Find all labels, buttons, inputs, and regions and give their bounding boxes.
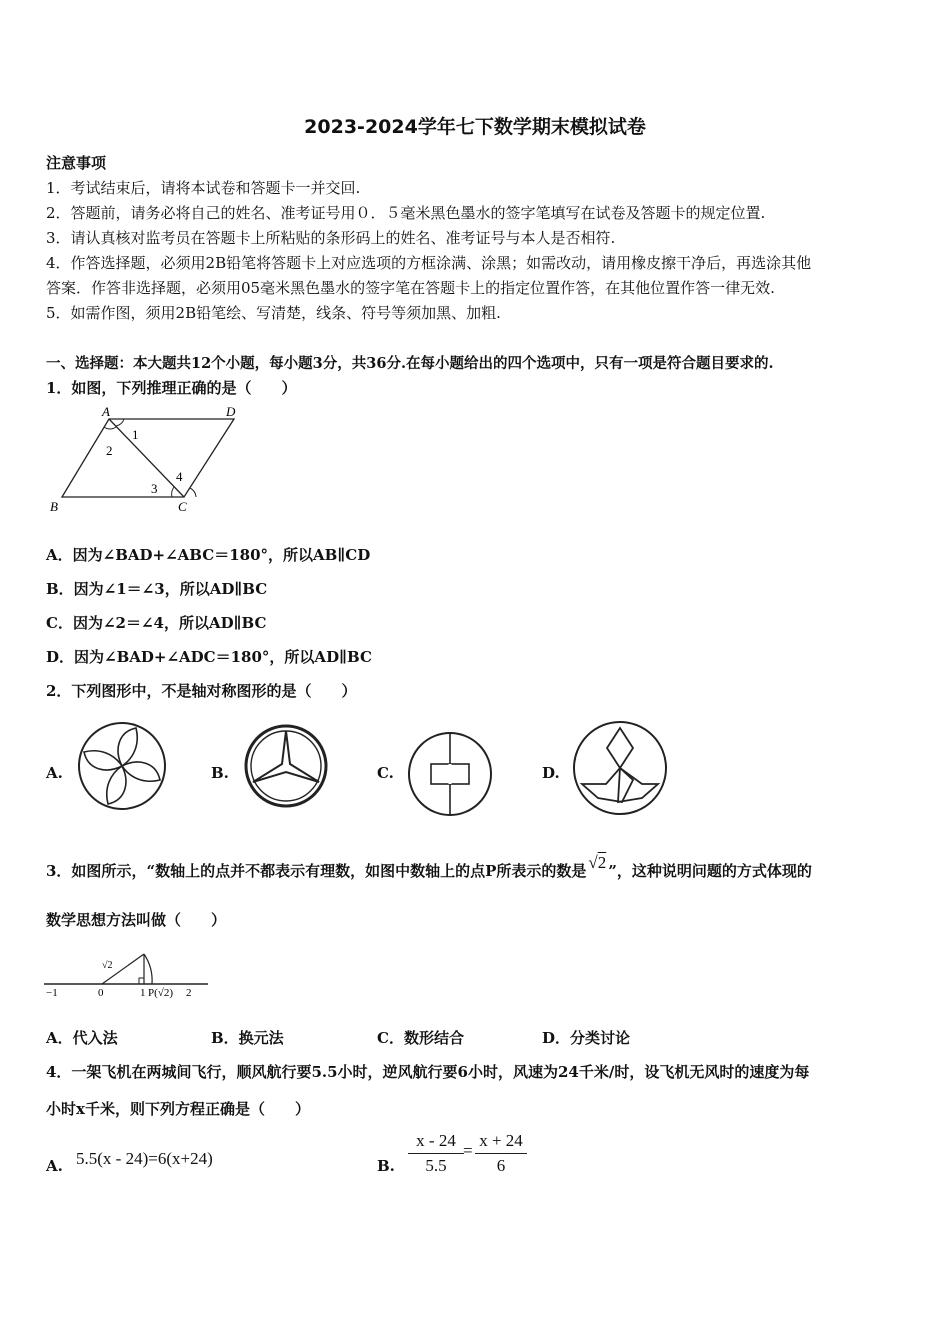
tick-label-minus1: −1 [46, 987, 58, 999]
label-2: 2 [106, 443, 113, 458]
tick-label-0: 0 [98, 987, 104, 999]
notice-item: 答案．作答非选择题，必须用05毫米黑色墨水的签字笔在答题卡上的指定位置作答，在其他位置作答一律无效. [46, 279, 775, 297]
q1-option-d: D．因为∠BAD+∠ADC＝180°，所以AD∥BC [46, 648, 372, 666]
q2-option-c-label: C. [377, 764, 394, 782]
notice-item: 5．如需作图，须用2B铅笔绘、写清楚，线条、符号等须加黑、加粗. [46, 304, 501, 322]
q2-stem: 2．下列图形中，不是轴对称图形的是（ ） [46, 682, 357, 700]
pinwheel-icon [74, 720, 174, 812]
q3-stem-line1 [46, 853, 812, 881]
notice-item: 4．作答选择题，必须用2B铅笔将答题卡上对应选项的方框涂满、涂黑；如需改动，请用橡皮擦干净后，再选涂其他 [46, 254, 812, 272]
q4-stem-line1: 4．一架飞机在两城间飞行，顺风航行要5.5小时，逆风航行要6小时，风速为24千米/时，设飞机无风时的速度为每 [46, 1063, 810, 1081]
fraction-left-denominator: 5.5 [425, 1156, 447, 1175]
label-b: B [50, 499, 58, 514]
notice-item: 1．考试结束后，请将本试卷和答题卡一并交回. [46, 179, 361, 197]
three-diamond-icon [570, 720, 670, 816]
sqrt-value: 2 [597, 853, 607, 872]
fraction-equals: = [463, 1141, 473, 1160]
label-a: A [102, 405, 110, 419]
q1-parallelogram-figure [44, 405, 244, 515]
q3-stem-part2: ”，这种说明问题的方式体现的 [608, 862, 812, 880]
q4-option-a-label: A. [46, 1157, 63, 1175]
label-d: D [226, 405, 236, 419]
sqrt-expression: √2 [588, 853, 607, 872]
tick-label-2: 2 [186, 987, 192, 999]
notice-item: 2．答题前，请务必将自己的姓名、准考证号用０．５毫米黑色墨水的签字笔填写在试卷及答题卡的规定位置. [46, 204, 766, 222]
fraction-right-denominator: 6 [496, 1156, 506, 1175]
label-c: C [178, 499, 187, 514]
fraction-left [408, 1131, 464, 1176]
q2-option-b-label: B. [211, 764, 229, 782]
label-4: 4 [176, 469, 183, 484]
q1-stem: 1．如图，下列推理正确的是（ ） [46, 379, 297, 397]
q1-option-a: A．因为∠BAD+∠ABC＝180°，所以AB∥CD [46, 546, 371, 564]
hypotenuse-label: √2 [102, 960, 113, 971]
label-3: 3 [151, 481, 158, 496]
tick-label-1: 1 [140, 987, 146, 999]
fraction-right [475, 1131, 527, 1176]
q3-option-b: B．换元法 [211, 1029, 284, 1047]
circle-rectangle-icon [406, 730, 496, 818]
fraction-left-numerator: x - 24 [408, 1131, 464, 1154]
q3-option-d: D．分类讨论 [542, 1029, 631, 1047]
notice-item: 3．请认真核对监考员在答题卡上所粘贴的条形码上的姓名、准考证号与本人是否相符. [46, 229, 616, 247]
q4-option-a-equation: 5.5(x - 24)=6(x+24) [76, 1149, 213, 1168]
q3-option-c: C．数形结合 [377, 1029, 464, 1047]
notice-heading: 注意事项 [46, 154, 107, 172]
section-heading: 一、选择题：本大题共12个小题，每小题3分，共36分.在每小题给出的四个选项中，只有一项是符合题目要求的. [46, 355, 774, 372]
page-title: 2023-2024学年七下数学期末模拟试卷 [304, 116, 646, 138]
q3-option-a: A．代入法 [46, 1029, 118, 1047]
q3-stem-part1: 3．如图所示，“数轴上的点并不都表示有理数，如图中数轴上的点P所表示的数是 [46, 862, 587, 880]
q2-option-a-label: A. [46, 764, 63, 782]
three-point-star-icon [242, 722, 334, 810]
point-p-label: P(√2) [148, 987, 173, 999]
q3-stem-line2: 数学思想方法叫做（ ） [46, 911, 227, 929]
q1-option-b: B．因为∠1＝∠3，所以AD∥BC [46, 580, 268, 598]
q1-option-c: C．因为∠2＝∠4，所以AD∥BC [46, 614, 267, 632]
label-1: 1 [132, 427, 139, 442]
q2-option-d-label: D. [542, 764, 560, 782]
q3-number-line-figure [42, 944, 212, 1002]
fraction-right-numerator: x + 24 [475, 1131, 527, 1154]
q4-option-b-label: B. [377, 1157, 395, 1175]
q4-stem-line2: 小时x千米，则下列方程正确是（ ） [46, 1100, 310, 1118]
